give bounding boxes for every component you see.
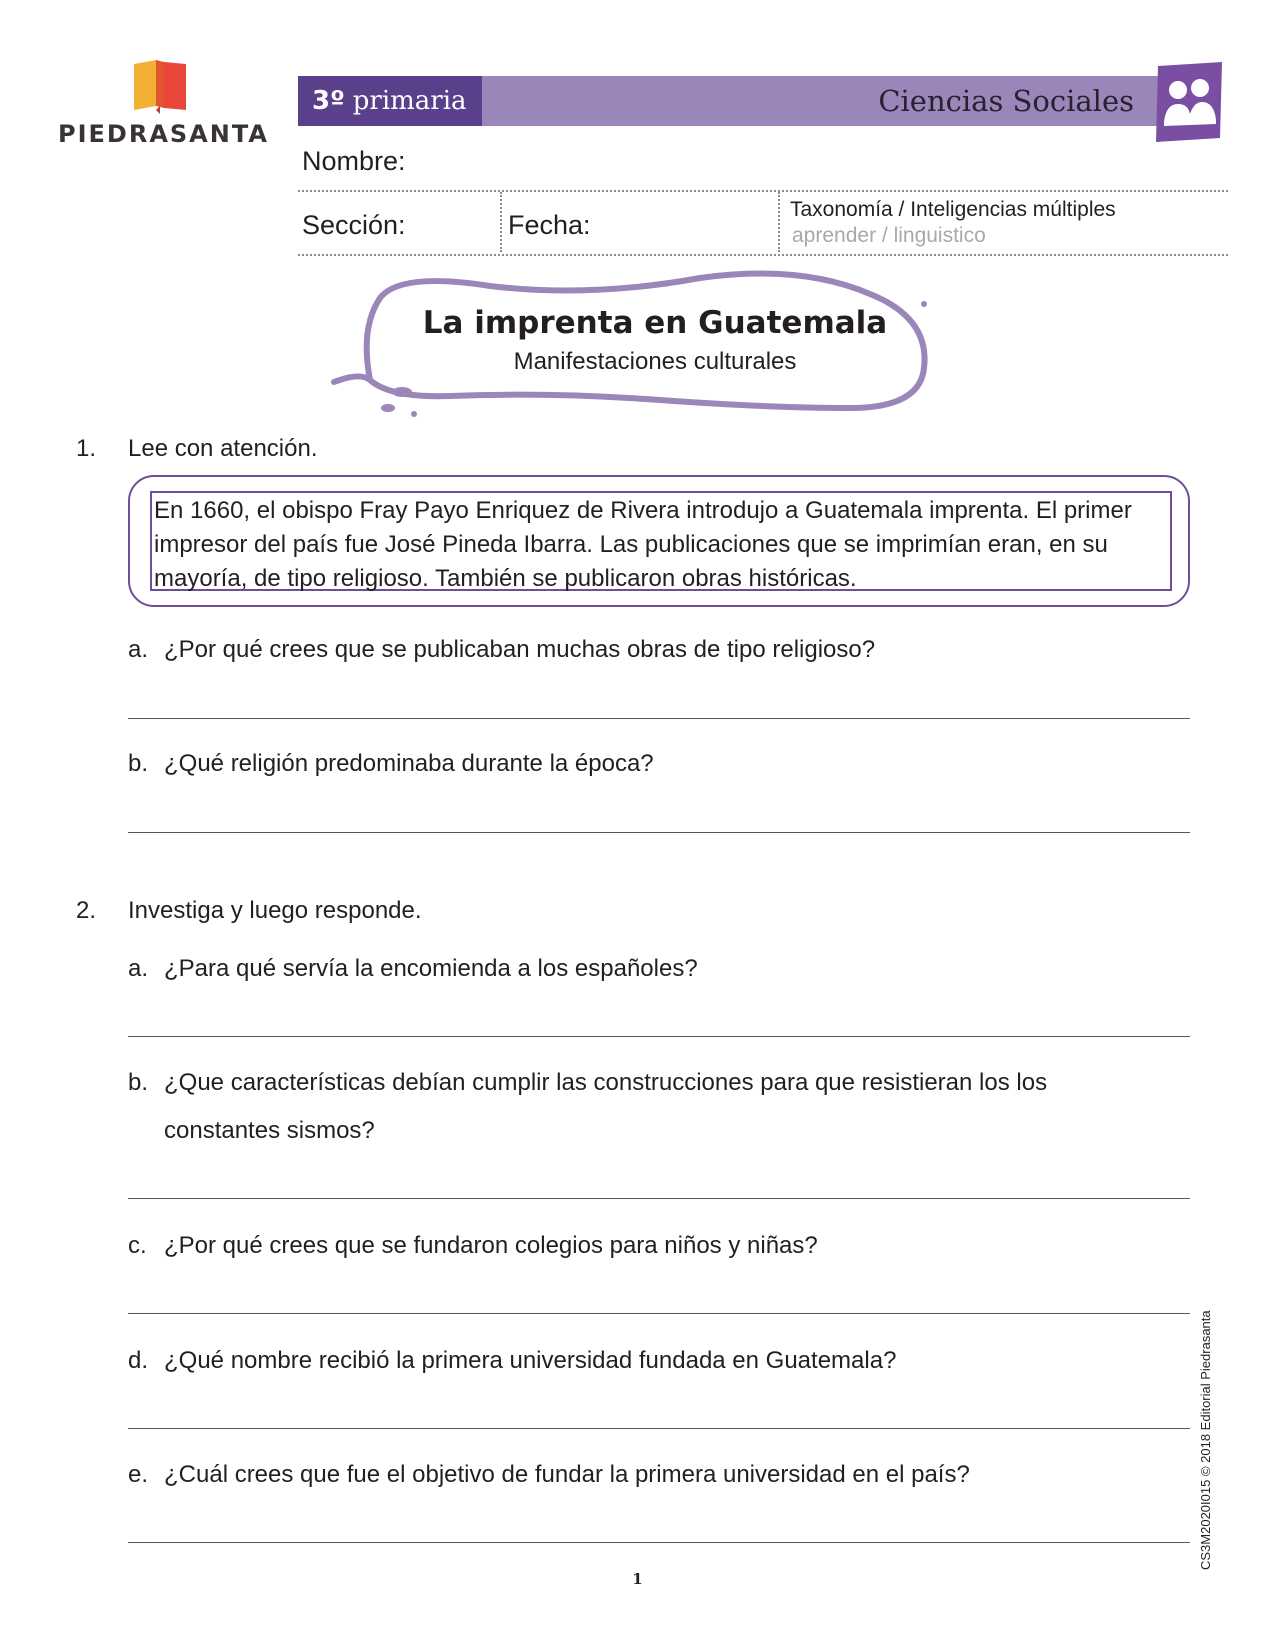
- people-icon: [1150, 62, 1226, 146]
- book-logo-icon: [130, 60, 190, 114]
- section-number: 2.: [76, 897, 97, 924]
- worksheet-title: La imprenta en Guatemala: [422, 305, 888, 341]
- taxonomy-values: aprender / linguistico: [792, 224, 986, 247]
- question-text: ¿Por qué crees que se fundaron colegios para niños y niñas?: [164, 1232, 818, 1259]
- answer-line[interactable]: [128, 1428, 1190, 1429]
- section-date-field-line[interactable]: [298, 254, 1228, 256]
- question-letter: c.: [128, 1232, 147, 1259]
- field-divider: [778, 192, 780, 252]
- answer-line[interactable]: [128, 718, 1190, 719]
- section-instruction: Lee con atención.: [128, 435, 318, 462]
- question-letter: d.: [128, 1347, 149, 1374]
- answer-line[interactable]: [128, 1313, 1190, 1314]
- answer-line[interactable]: [128, 1542, 1190, 1543]
- grade-label: primaria: [352, 86, 467, 116]
- grade-number: 3º: [312, 86, 345, 116]
- question-letter: a.: [128, 955, 149, 982]
- page-number: 1: [632, 1570, 643, 1588]
- question-text: ¿Qué religión predominaba durante la época?: [164, 750, 654, 777]
- name-field-line[interactable]: [298, 190, 1228, 192]
- question-text: ¿Por qué crees que se publicaban muchas obras de tipo religioso?: [164, 636, 876, 663]
- question-text: ¿Cuál crees que fue el objetivo de fundar la primera universidad en el país?: [164, 1461, 970, 1488]
- question-text: ¿Qué nombre recibió la primera universidad fundada en Guatemala?: [164, 1347, 897, 1374]
- reading-text: En 1660, el obispo Fray Payo Enriquez de Rivera introdujo a Guatemala imprenta. El primer impresor del país fue José Pineda Ibarra. Las publicaciones que se imprimían eran, en su mayoría, de tipo religioso. También se publicaron obras históricas.: [150, 491, 1172, 591]
- section-label: Sección:: [302, 210, 406, 240]
- grade-badge: [298, 76, 482, 126]
- taxonomy-title: Taxonomía / Inteligencias múltiples: [790, 198, 1116, 221]
- piedrasanta-logo: [58, 60, 268, 155]
- question-text: ¿Para qué servía la encomienda a los españoles?: [164, 955, 698, 982]
- section-instruction: Investiga y luego responde.: [128, 897, 422, 924]
- question-letter: a.: [128, 636, 149, 663]
- question-letter: e.: [128, 1461, 149, 1488]
- name-label: Nombre:: [302, 146, 406, 176]
- answer-line[interactable]: [128, 832, 1190, 833]
- question-text-continued: constantes sismos?: [164, 1117, 375, 1144]
- answer-line[interactable]: [128, 1036, 1190, 1037]
- subject-title: Ciencias Sociales: [878, 84, 1134, 118]
- date-label: Fecha:: [508, 210, 591, 240]
- copyright-credit: CS3M2020I015 © 2018 Editorial Piedrasanta: [1198, 1310, 1213, 1570]
- question-text: ¿Que características debían cumplir las construcciones para que resistieran los los: [164, 1069, 1048, 1096]
- question-letter: b.: [128, 750, 149, 777]
- field-divider: [500, 192, 502, 252]
- answer-line[interactable]: [128, 1198, 1190, 1199]
- question-letter: b.: [128, 1069, 149, 1096]
- brand-name: PIEDRASANTA: [58, 120, 269, 148]
- section-number: 1.: [76, 435, 97, 462]
- worksheet-subtitle: Manifestaciones culturales: [513, 348, 797, 375]
